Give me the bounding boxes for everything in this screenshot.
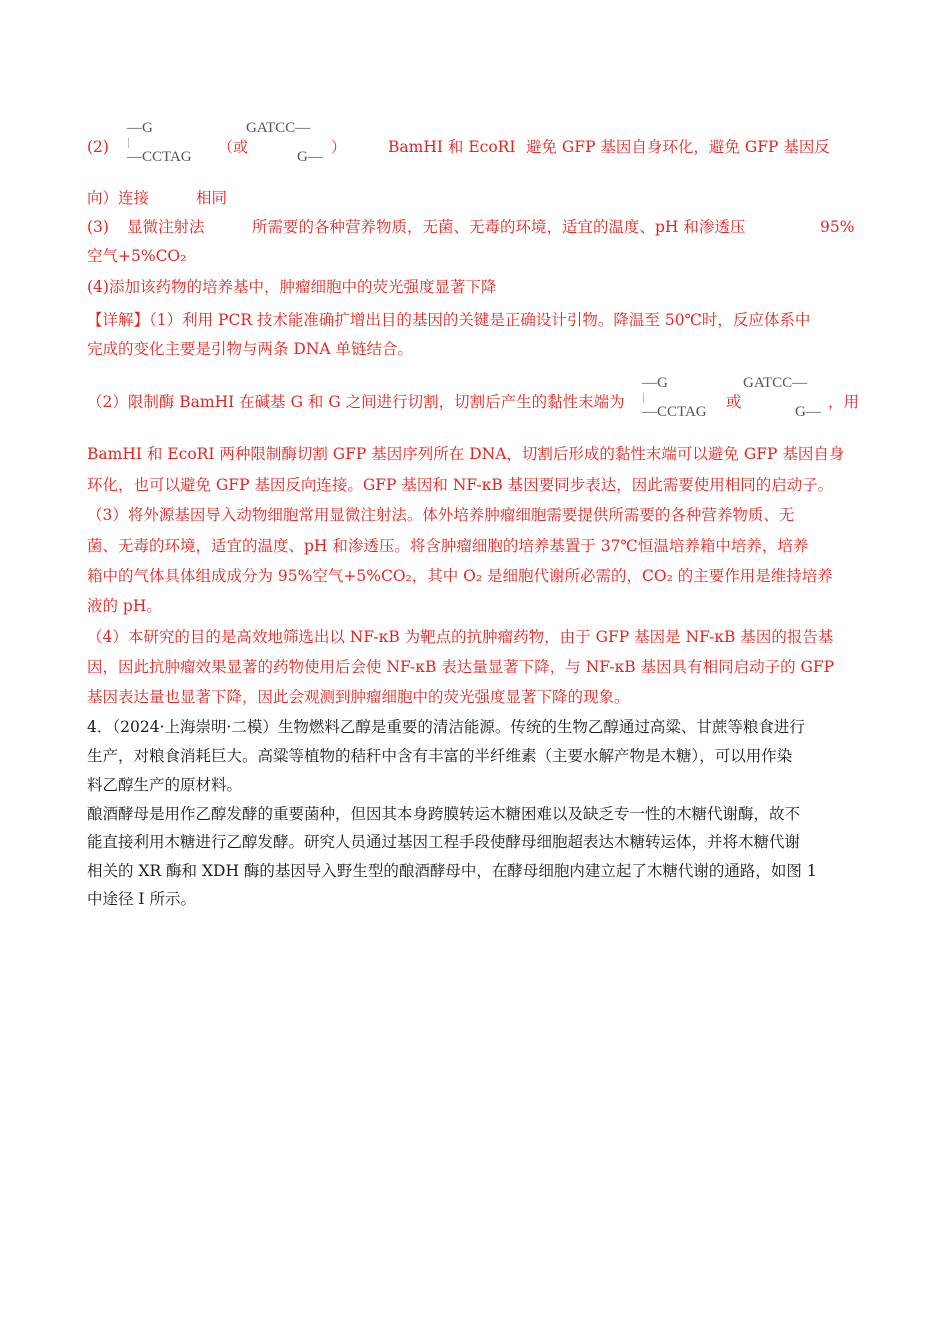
explanation-p2-line1b: ，用 [828, 393, 860, 411]
sticky-end-b-bottom: G— [297, 149, 323, 165]
question4-line7: 中途径 I 所示。 [87, 890, 196, 908]
explanation-sticky-b-bottom: G— [795, 404, 821, 420]
explanation-p2-line1a: （2）限制酶 BamHI 在碱基 G 和 G 之间进行切割，切割后产生的黏性末端为 [87, 393, 625, 411]
answer-2-same: 相同 [196, 189, 228, 207]
explanation-p4-line2: 因，因此抗肿瘤效果显著的药物使用后会使 NF-κB 表达量显著下降，与 NF-κB 基因具有相同启动子的 GFP [87, 658, 835, 676]
sticky-end-b-top: GATCC— [246, 120, 311, 136]
explanation-p4-line1: （4）本研究的目的是高效地筛选出以 NF-κB 为靶点的抗肿瘤药物，由于 GFP 基因是 NF-κB 基因的报告基 [87, 628, 834, 646]
explanation-sticky-divider [643, 393, 644, 403]
question4-line3: 料乙醇生产的原材料。 [87, 776, 243, 794]
explanation-p3-line4: 液的 pH。 [87, 597, 162, 615]
explanation-sticky-a-bottom: —CCTAG [642, 404, 707, 420]
sticky-end-divider [128, 138, 129, 148]
answer-3-number: (3) [87, 218, 109, 236]
answer-3-gas-cont: 空气+5%CO₂ [87, 247, 187, 265]
answer-3-gas: 95% [820, 218, 855, 236]
sticky-end-a-bottom: —CCTAG [127, 149, 192, 165]
explanation-p3-line3: 箱中的气体具体组成成分为 95%空气+5%CO₂，其中 O₂ 是细胞代谢所必需的，CO₂ 的主要作用是维持培养 [87, 567, 833, 585]
explanation-or: 或 [726, 393, 742, 411]
answer-2-enzymes: BamHI 和 EcoRI [388, 138, 516, 156]
explanation-p3-line2: 菌、无毒的环境，适宜的温度、pH 和渗透压。将含肿瘤细胞的培养基置于 37℃恒温培养箱中培养，培养 [87, 537, 809, 555]
paren-close: ） [331, 138, 347, 156]
explanation-sticky-a-top: —G [642, 375, 668, 391]
answer-3-conditions: 所需要的各种营养物质，无菌、无毒的环境，适宜的温度、pH 和渗透压 [252, 218, 746, 236]
explanation-p2-line3: 环化，也可以避免 GFP 基因反向连接。GFP 基因和 NF-κB 基因要同步表达，因此需要使用相同的启动子。 [87, 476, 834, 494]
answer-4: (4)添加该药物的培养基中，肿瘤细胞中的荧光强度显著下降 [87, 278, 497, 296]
question4-line1: 4．（2024·上海崇明·二模）生物燃料乙醇是重要的清洁能源。传统的生物乙醇通过高粱、甘蔗等粮食进行 [87, 718, 805, 736]
question4-line6: 相关的 XR 酶和 XDH 酶的基因导入野生型的酿酒酵母中，在酵母细胞内建立起了木糖代谢的通路，如图 1 [87, 862, 817, 880]
paren-open: （或 [218, 138, 249, 156]
explanation-p2-line2: BamHI 和 EcoRI 两种限制酶切割 GFP 基因序列所在 DNA，切割后形成的黏性末端可以避免 GFP 基因自身 [87, 445, 845, 463]
answer-3-method: 显微注射法 [127, 218, 205, 236]
explanation-p4-line3: 基因表达量也显著下降，因此会观测到肿瘤细胞中的荧光强度显著下降的现象。 [87, 688, 630, 706]
answer-2-number: (2) [87, 138, 109, 156]
answer-2-reason: 避免 GFP 基因自身环化，避免 GFP 基因反 [526, 138, 830, 156]
question4-line4: 酿酒酵母是用作乙醇发酵的重要菌种，但因其本身跨膜转运木糖困难以及缺乏专一性的木糖代谢酶，故不 [87, 805, 801, 823]
question4-line5: 能直接利用木糖进行乙醇发酵。研究人员通过基因工程手段使酵母细胞超表达木糖转运体，并将木糖代谢 [87, 833, 801, 851]
explanation-p3-line1: （3）将外源基因导入动物细胞常用显微注射法。体外培养肿瘤细胞需要提供所需要的各种营养物质、无 [87, 506, 795, 524]
explanation-p1-line2: 完成的变化主要是引物与两条 DNA 单链结合。 [87, 340, 414, 358]
sticky-end-a-top: —G [127, 120, 153, 136]
question4-line2: 生产，对粮食消耗巨大。高粱等植物的秸秆中含有丰富的半纤维素（主要水解产物是木糖），可以用作染 [87, 747, 793, 765]
explanation-p1-line1: 【详解】（1）利用 PCR 技术能准确扩增出目的基因的关键是正确设计引物。降温至 50℃时，反应体系中 [87, 311, 811, 329]
explanation-sticky-b-top: GATCC— [743, 375, 808, 391]
answer-2-reason-cont: 向）连接 [87, 189, 150, 207]
